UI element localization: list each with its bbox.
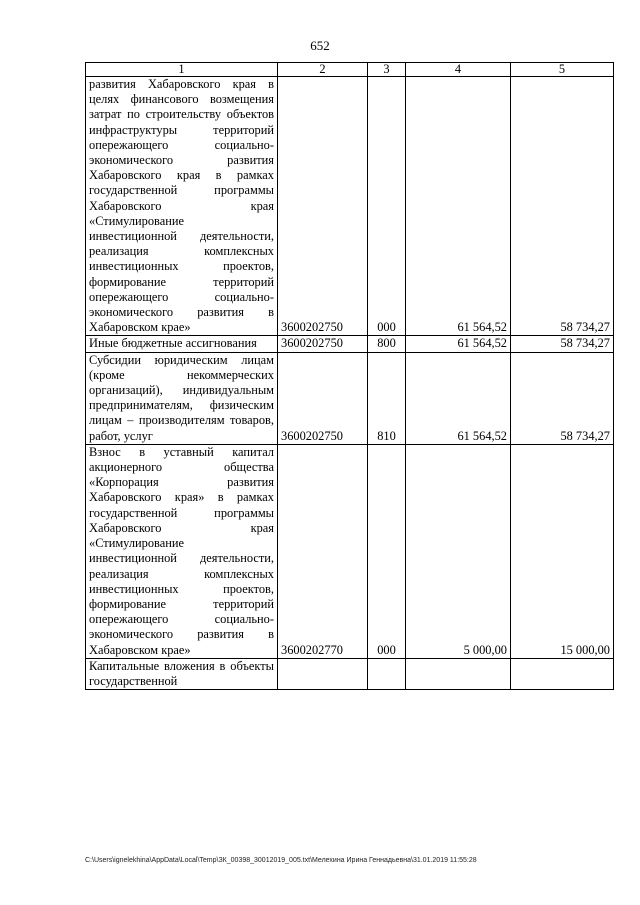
row-value-1: 61 564,52 [406,336,511,352]
row-value-2: 58 734,27 [511,77,614,336]
row-value-1: 5 000,00 [406,444,511,658]
row-group [368,658,406,689]
row-code: 3600202750 [278,336,368,352]
row-name: Иные бюджетные ассигнования [86,336,278,352]
row-value-1: 61 564,52 [406,77,511,336]
row-name: Взнос в уставный капитал акционерного общества «Корпорация развития Хабаровского края» в рамках государственной программы Хабаровского края «Стимулирование инвестиционной деятельности, реализация комплексных инвестиционных проектов, формирование территорий опережающего социально-экономического развития в Хабаровском крае» [86,444,278,658]
row-value-2: 58 734,27 [511,352,614,444]
row-group: 800 [368,336,406,352]
row-code: 3600202750 [278,352,368,444]
row-group: 000 [368,444,406,658]
table-row [86,444,614,658]
column-header: 2 [278,63,368,77]
column-header: 5 [511,63,614,77]
column-header: 1 [86,63,278,77]
row-group: 810 [368,352,406,444]
table-row [86,658,614,689]
row-value-2: 58 734,27 [511,336,614,352]
row-value-2: 15 000,00 [511,444,614,658]
column-header: 3 [368,63,406,77]
row-code: 3600202750 [278,77,368,336]
page-number: 652 [310,38,330,53]
row-value-2 [511,658,614,689]
row-value-1 [406,658,511,689]
row-name: Капитальные вложения в объекты государственной [86,658,278,689]
row-name: Субсидии юридическим лицам (кроме некоммерческих организаций), индивидуальным предпринимателям, физическим лицам – производителям товаров, работ, услуг [86,352,278,444]
table-row [86,336,614,352]
row-code [278,658,368,689]
table-header-row [86,63,614,77]
row-name: развития Хабаровского края в целях финансового возмещения затрат по строительству объектов инфраструктуры территорий опережающего социально-экономического развития Хабаровского края в рамках государственной программы Хабаровского края «Стимулирование инвестиционной деятельности, реализация комплексных инвестиционных проектов, формирование территорий опережающего социально-экономического развития в Хабаровском крае» [86,77,278,336]
file-path-footer: C:\Users\ignelekhina\AppData\Local\Temp\ЗК_00398_30012019_005.txt\Мелехина Ирина Геннадьевна\31.01.2019 11:55:28 [85,857,477,864]
row-code: 3600202770 [278,444,368,658]
table-row [86,352,614,444]
table-row [86,77,614,336]
row-value-1: 61 564,52 [406,352,511,444]
column-header: 4 [406,63,511,77]
row-group: 000 [368,77,406,336]
budget-table [85,62,614,690]
